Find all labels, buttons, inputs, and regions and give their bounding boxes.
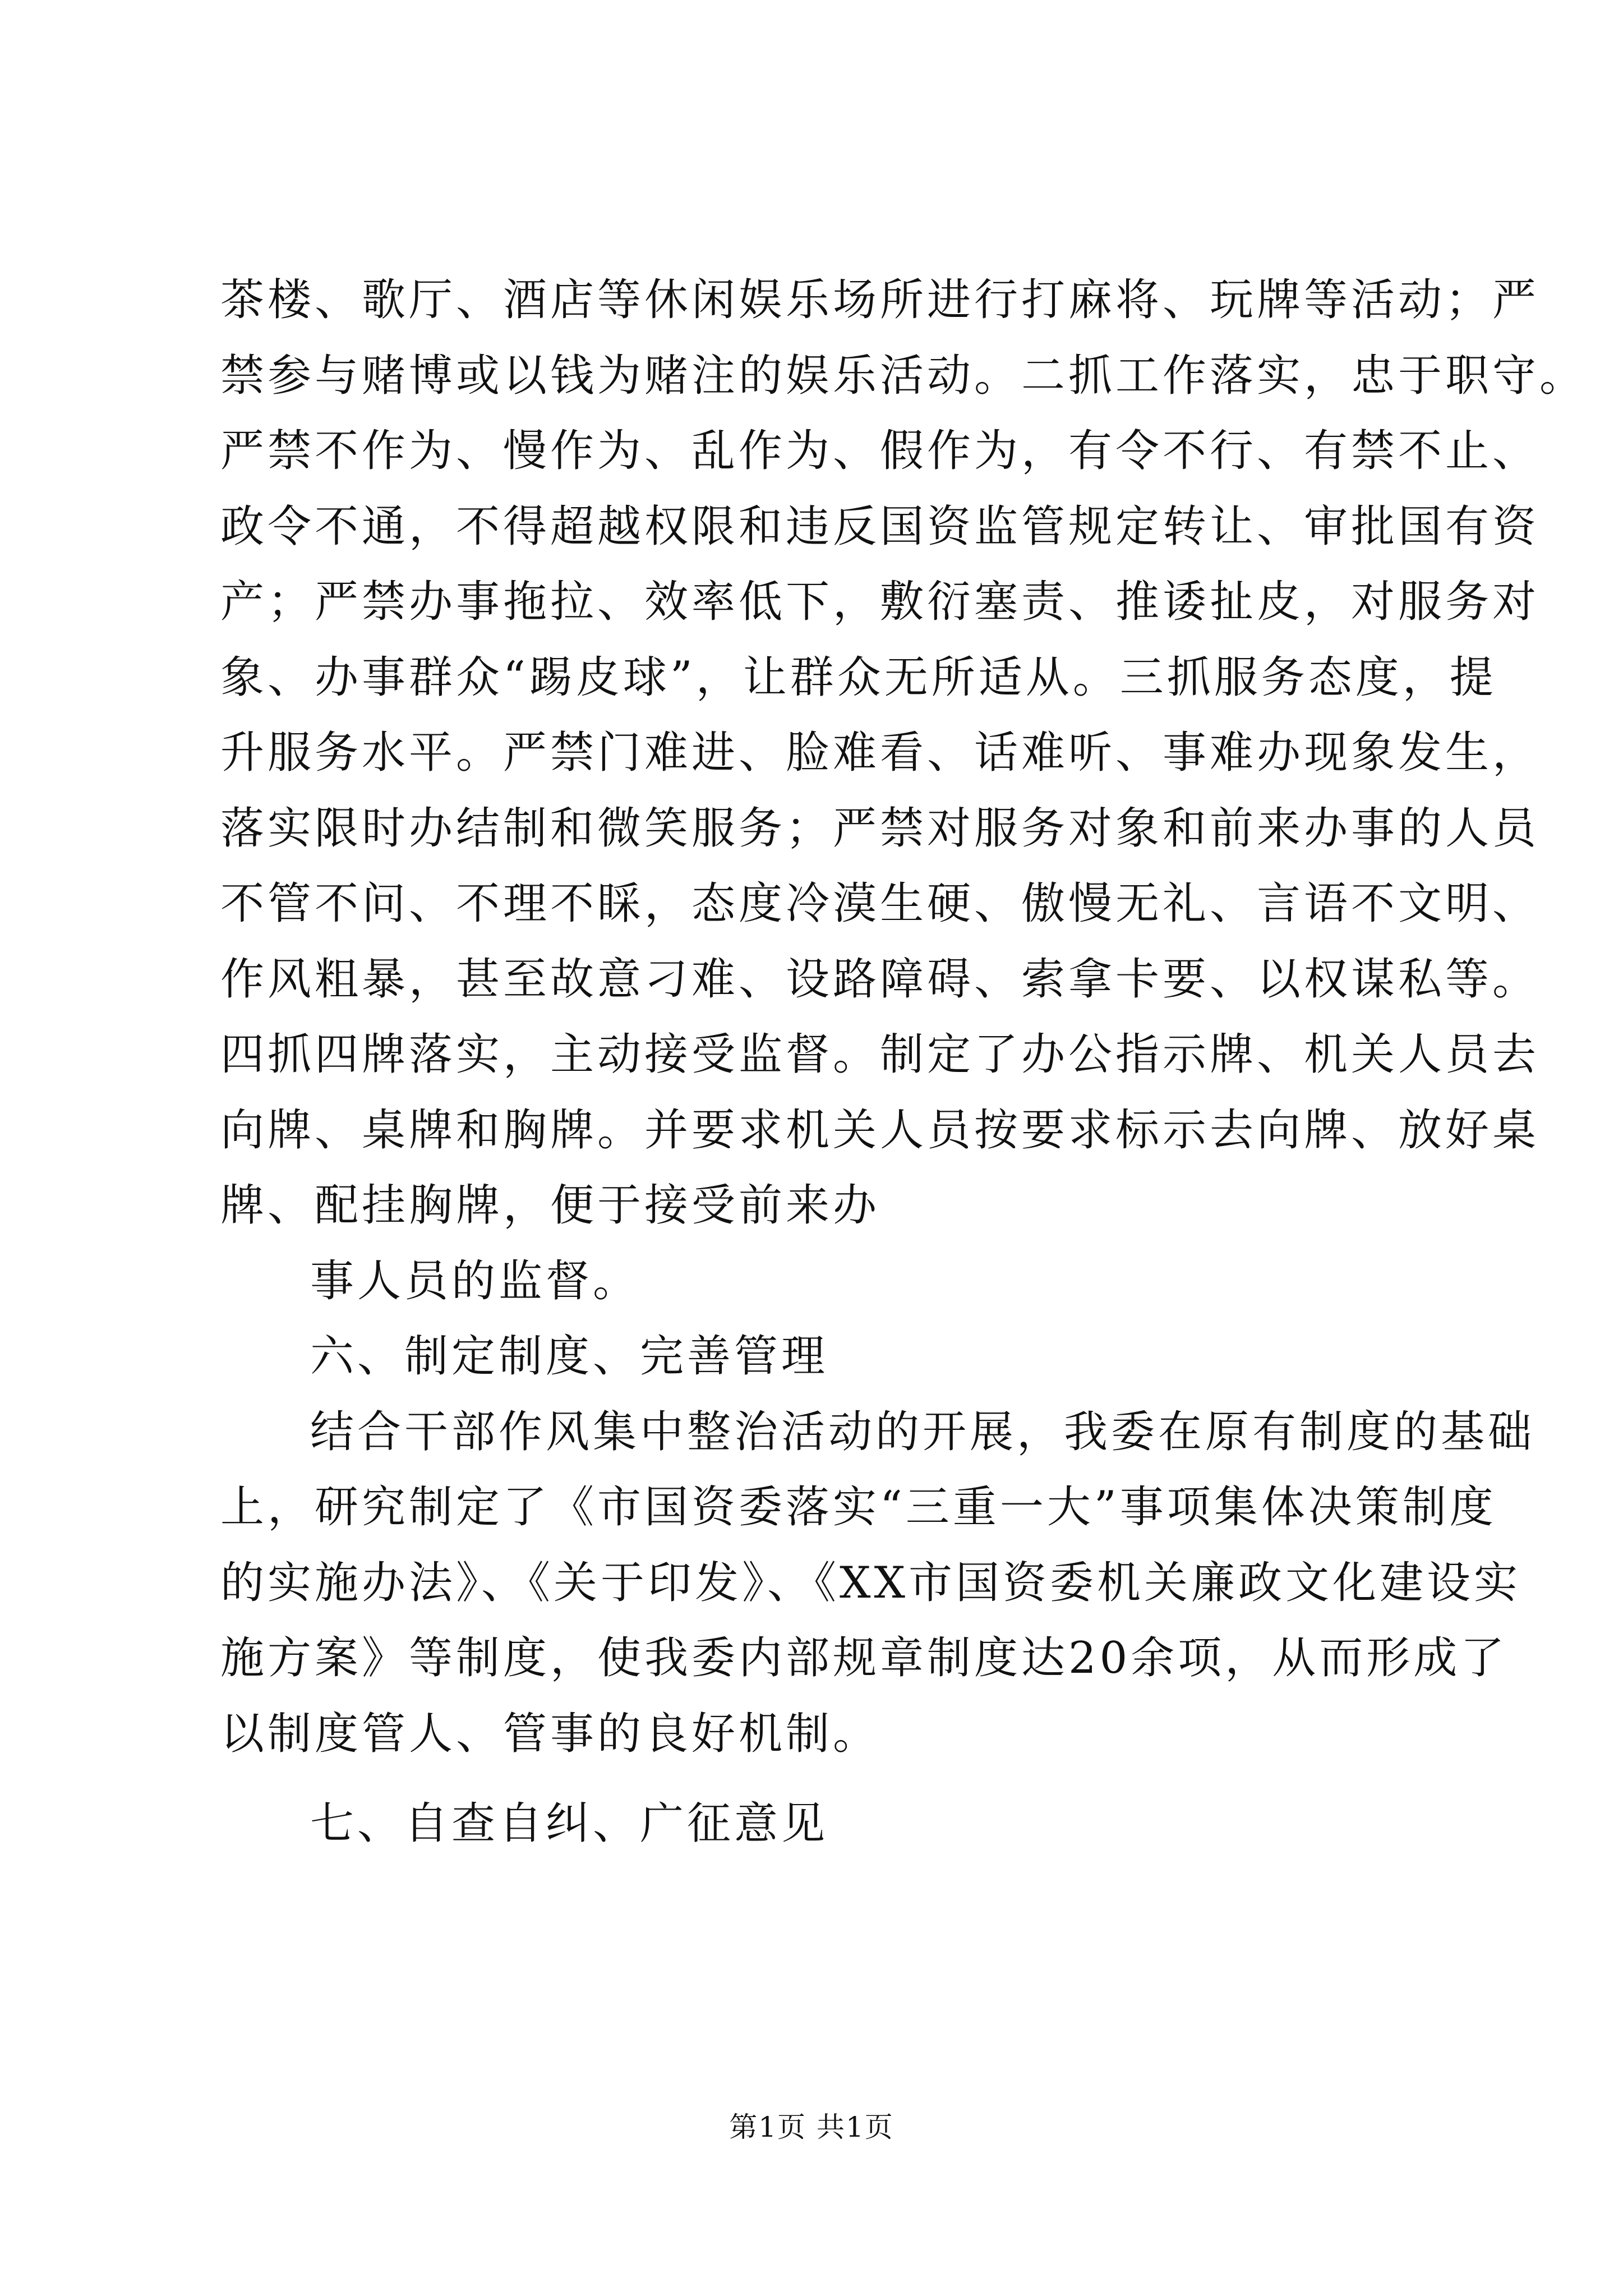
text-line: 升服务水平。严禁门难进、脸难看、话难听、事难办现象发生， [220, 728, 1540, 778]
text-line: 严禁不作为、慢作为、乱作为、假作为，有令不行、有禁不止、 [220, 426, 1540, 476]
text-line: 落实限时办结制和微笑服务；严禁对服务对象和前来办事的人员 [220, 803, 1540, 854]
text-line: 向牌、桌牌和胸牌。并要求机关人员按要求标示去向牌、放好桌 [220, 1105, 1540, 1156]
text-line: 禁参与赌博或以钱为赌注的娱乐活动。二抓工作落实，忠于职守。 [220, 350, 1587, 401]
text-line: 上，研究制定了《市国资委落实“三重一大”事项集体决策制度 [220, 1482, 1497, 1533]
text-line: 作风粗暴，甚至故意刁难、设路障碍、索拿卡要、以权谋私等。 [220, 954, 1540, 1005]
text-line: 政令不通，不得超越权限和违反国资监管规定转让、审批国有资 [220, 501, 1540, 552]
text-line: 的实施办法》、《关于印发》、《XX市国资委机关廉政文化建设实 [220, 1557, 1521, 1608]
text-line: 不管不问、不理不睬，态度冷漠生硬、傲慢无礼、言语不文明、 [220, 878, 1540, 929]
section-heading-7: 七、自查自纠、广征意见 [310, 1798, 829, 1849]
text-line: 以制度管人、管事的良好机制。 [220, 1708, 880, 1759]
text-line: 产；严禁办事拖拉、效率低下，敷衍塞责、推诿扯皮，对服务对 [220, 577, 1540, 627]
text-line: 茶楼、歌厅、酒店等休闲娱乐场所进行打麻将、玩牌等活动；严 [220, 275, 1540, 325]
document-body [220, 263, 1587, 1862]
text-line: 结合干部作风集中整治活动的开展，我委在原有制度的基础 [310, 1406, 1536, 1457]
text-line: 象、办事群众“踢皮球”，让群众无所适从。三抓服务态度，提 [220, 652, 1497, 703]
text-line: 四抓四牌落实，主动接受监督。制定了办公指示牌、机关人员去 [220, 1029, 1540, 1080]
text-line: 牌、配挂胸牌，便于接受前来办 [220, 1180, 880, 1231]
text-line: 施方案》等制度，使我委内部规章制度达20余项，从而形成了 [220, 1633, 1508, 1683]
section-heading-6: 六、制定制度、完善管理 [310, 1331, 829, 1382]
page-number-footer: 第1页 共1页 [729, 2111, 894, 2143]
text-line: 事人员的监督。 [310, 1255, 640, 1306]
